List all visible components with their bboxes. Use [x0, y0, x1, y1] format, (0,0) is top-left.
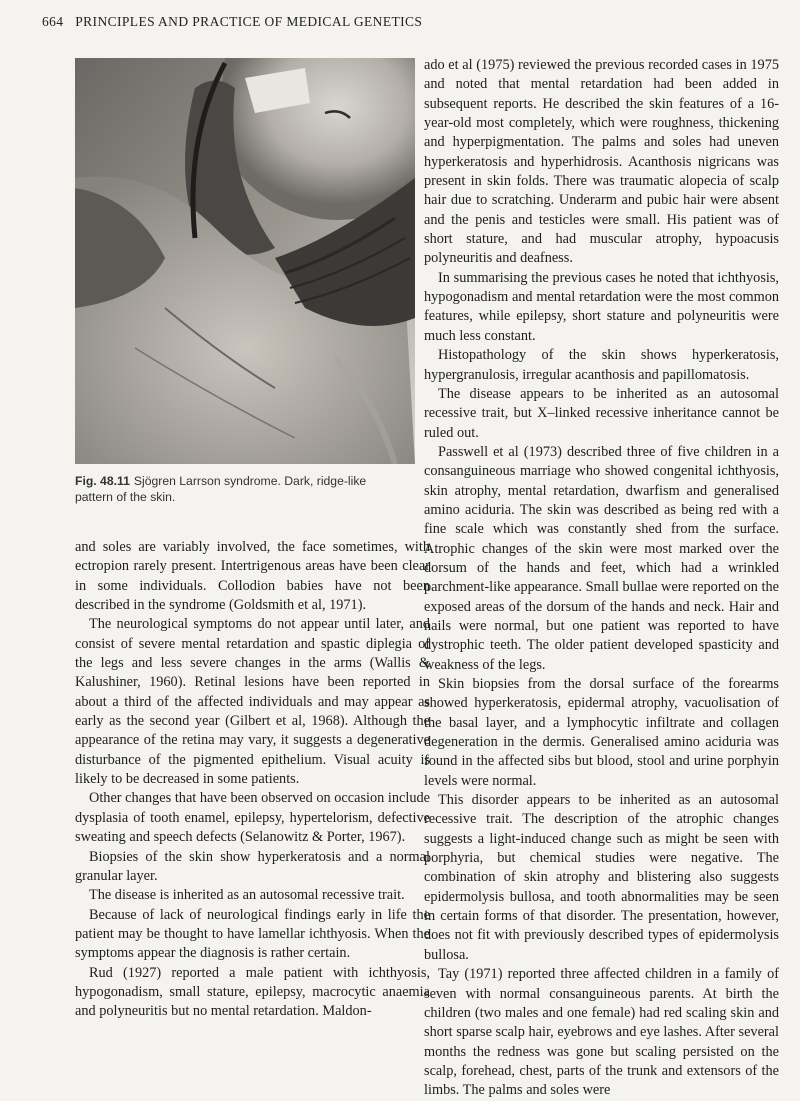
paragraph: The disease appears to be inherited as an autosomal recessive trait, but X–linked recessive inheritance cannot be ruled out.	[424, 385, 779, 441]
paragraph: Other changes that have been observed on occasion include dysplasia of tooth enamel, epilepsy, hypertelorism, defective sweating and speech defects (Selanowitz & Porter, 1967).	[75, 790, 430, 846]
running-head	[42, 14, 762, 30]
paragraph: Because of lack of neurological findings early in life the patient may be thought to have lamellar ichthyosis. When the symptoms appear the diagnosis is rather certain.	[75, 906, 430, 962]
left-text-column	[75, 538, 430, 1022]
paragraph: Histopathology of the skin shows hyperkeratosis, hypergranulosis, irregular acanthosis and papillomatosis.	[424, 347, 779, 383]
patient-photo-image	[75, 58, 415, 464]
paragraph: The disease is inherited as an autosomal recessive trait.	[89, 887, 405, 904]
page-number: 664	[42, 14, 64, 29]
paragraph: The neurological symptoms do not appear until later, and consist of severe mental retardation and spastic diplegia of the legs and less severe changes in the arms (Wallis & Kalushiner, 1960). Retinal lesions have been reported in about a third of the affected individuals and may appear as early as the second year (Gilbert et al, 1968). Although the appearance of the retina may vary, it suggests a degenerative disturbance of the pigmented epithelium. Visual acuity is likely to be decreased in some patients.	[75, 616, 430, 788]
figure-label: Fig. 48.11	[75, 474, 130, 488]
paragraph: This disorder appears to be inherited as an autosomal recessive trait. The description of the atrophic changes suggests a light-induced change such as might be seen with porphyria, but chemical studies were negative. The combination of skin atrophy and blistering also suggests epidermolysis bullosa, and tooth abnormalities may be seen in certain forms of that disorder. The presentation, however, does not fit with previously described types of epidermolysis bullosa.	[424, 792, 779, 963]
running-head-title: PRINCIPLES AND PRACTICE OF MEDICAL GENETICS	[75, 14, 423, 29]
paragraph: and soles are variably involved, the face sometimes, with ectropion rarely present. Intertrigenous areas have been clear in some individuals. Collodion babies have not been described in the syndrome (Goldsmith et al, 1971).	[75, 539, 430, 614]
paragraph: Rud (1927) reported a male patient with ichthyosis, hypogonadism, small stature, epilepsy, macrocytic anaemia and polyneuritis but no mental retardation. Maldon-	[75, 964, 430, 1020]
paragraph: Biopsies of the skin show hyperkeratosis and a normal granular layer.	[75, 848, 430, 884]
figure-caption-text: Sjögren Larrson syndrome. Dark, ridge-like pattern of the skin.	[75, 474, 367, 504]
right-text-column	[424, 56, 779, 1101]
paragraph: ado et al (1975) reviewed the previous recorded cases in 1975 and noted that mental retardation had been added in subsequent reports. He described the skin features of a 16-year-old most completely, which were roughness, thickening and hyperpigmentation. The palms and soles had uneven hyperkeratosis and hyperhidrosis. Acanthosis nigricans was present in skin folds. There was traumatic alopecia of scalp hair due to scratching. Underarm and pubic hair were absent and the penis and testicles were small. His patient was of short stature, and had muscular atrophy, hypoacusis polyneuritis and deafness.	[424, 57, 779, 267]
figure-caption	[75, 473, 400, 505]
paragraph: Tay (1971) reported three affected children in a family of seven with normal consanguineous parents. At birth the children (two males and one female) had red scaling skin and short sparse scalp hair, eyebrows and eye lashes. After several months the redness was gone but scaling persisted on the scalp, forehead, chest, parts of the trunk and extensors of the limbs. The palms and soles were	[424, 966, 779, 1099]
paragraph: In summarising the previous cases he noted that ichthyosis, hypogonadism and mental retardation were the most common features, while epilepsy, short stature and polyneuritis were much less constant.	[424, 269, 779, 344]
paragraph: Passwell et al (1973) described three of five children in a consanguineous marriage who showed congenital ichthyosis, skin atrophy, mental retardation, dwarfism and generalised amino aciduria. The skin was described as being red with a fine scale which was constantly shed from the surface. Atrophic changes of the skin were most marked over the dorsum of the hands and feet, which had a wrinkled parchment-like appearance. Small bullae were reported on the exposed areas of the dorsum of the hands and neck. Hair and nails were normal, but one patient was reported to have dystrophic teeth. The older patient developed spasticity and weakness of the legs.	[424, 443, 779, 673]
figure-photograph	[75, 58, 415, 464]
paragraph: Skin biopsies from the dorsal surface of the forearms showed hyperkeratosis, epidermal atrophy, vacuolisation of the basal layer, and a lymphocytic infiltrate and collagen degeneration in the dermis. Generalised amino aciduria was found in the affected sibs but blood, stool and urine porphyin levels were normal.	[424, 676, 779, 789]
